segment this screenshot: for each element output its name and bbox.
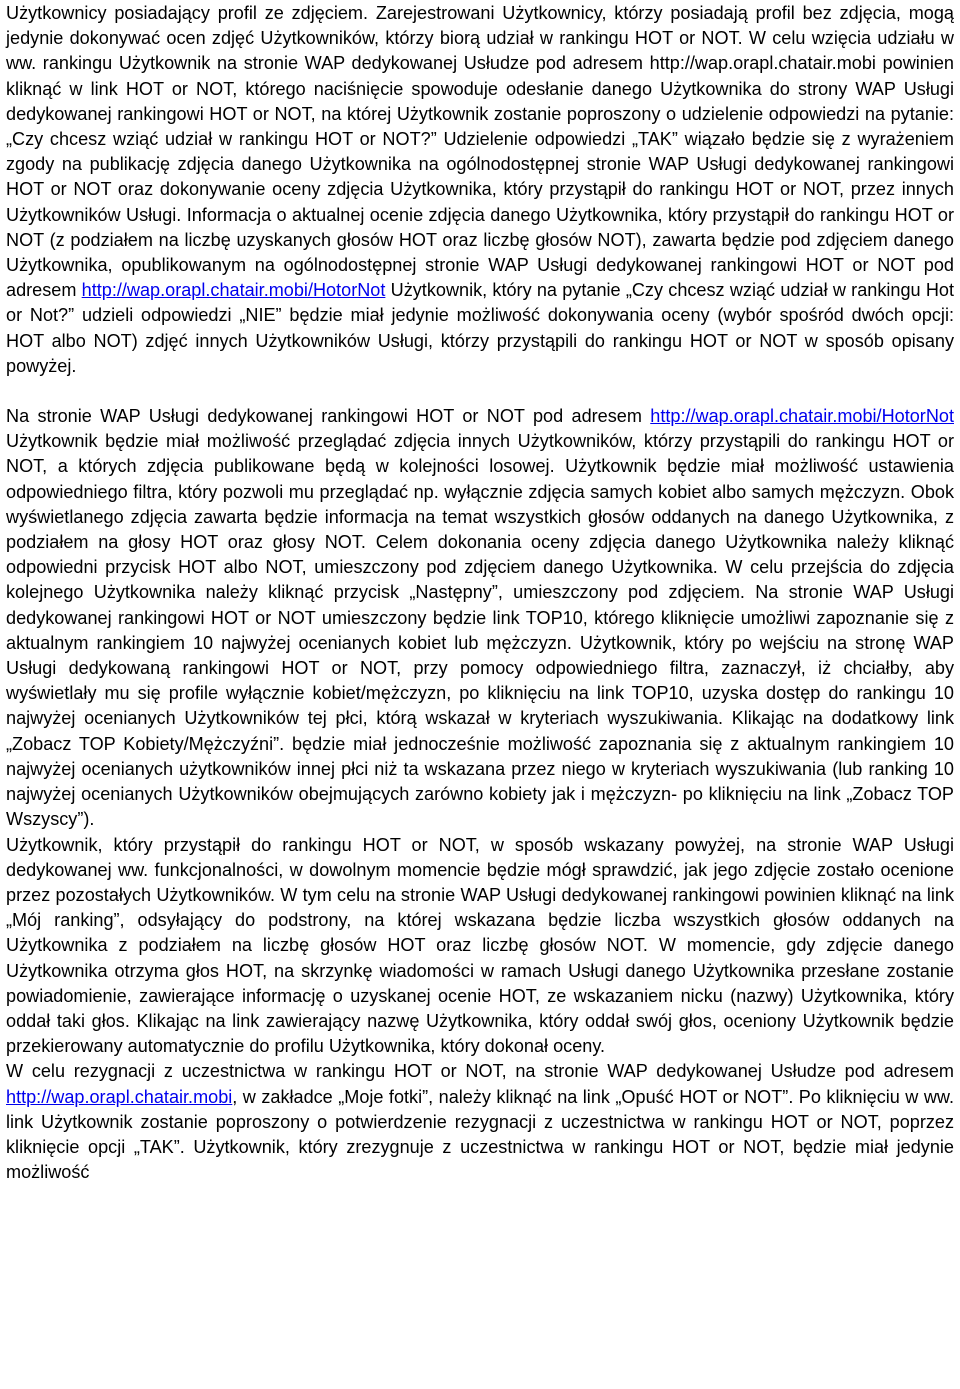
hotornot-link[interactable]: http://wap.orapl.chatair.mobi/HotorNot: [650, 406, 954, 427]
paragraph-hot-or-not-participation: [6, 1, 954, 379]
paragraph-text: Użytkownik, który na pytanie „Czy chcesz wziąć udział w rankingu Hot or Not?” udzieli odpowiedzi „NIE” będzie miał jedynie możliwość dokonywania oceny (wybór spośród dwóch opcji: HOT albo NOT) zdjęć innych Użytkowników Usługi, którzy przystąpili do rankingu HOT or NOT w sposób opisany powyżej.: [6, 280, 954, 376]
paragraph-resignation: [6, 1059, 954, 1185]
paragraph-text: Użytkownicy posiadający profil ze zdjęciem. Zarejestrowani Użytkownicy, którzy posiadają profil bez zdjęcia, mogą jedynie dokonywać ocen zdjęć Użytkowników, którzy biorą udział w rankingu HOT or NOT. W celu wzięcia udziału w ww. rankingu Użytkownik na stronie WAP dedykowanej Usłudze pod adresem http://wap.orapl.chatair.mobi powinien kliknąć w link HOT or NOT, którego naciśnięcie spowoduje odesłanie danego Użytkownika do strony WAP Usługi dedykowanej rankingowi HOT or NOT, na której Użytkownik zostanie poproszony o udzielenie odpowiedzi na pytanie: „Czy chcesz wziąć udział w rankingu HOT or NOT?” Udzielenie odpowiedzi „TAK” wiązało będzie się z wyrażeniem zgody na publikację zdjęcia danego Użytkownika na ogólnodostępnej stronie WAP Usługi dedykowanej rankingowi HOT or NOT oraz dokonywanie oceny zdjęcia Użytkownika, który przystąpił do rankingu HOT or NOT, przez innych Użytkowników Usługi. Informacja o aktualnej ocenie zdjęcia danego Użytkownika, który przystąpił do rankingu HOT or NOT (z podziałem na liczbę uzyskanych głosów HOT oraz liczbę głosów NOT), zawarta będzie pod zdjęciem danego Użytkownika, opublikowanym na ogólnodostępnej stronie WAP Usługi dedykowanej rankingowi HOT or NOT pod adresem: [6, 3, 954, 301]
paragraph-text: Użytkownik będzie miał możliwość przeglądać zdjęcia innych Użytkowników, którzy przystąpili do rankingu HOT or NOT, a których zdjęcia publikowane będą w kolejności losowej. Użytkownik będzie miał możliwość ustawienia odpowiedniego filtra, który pozwoli mu przeglądać np. wyłącznie zdjęcia samych kobiet albo samych mężczyzn. Obok wyświetlanego zdjęcia zawarta będzie informacja na temat wszystkich głosów oddanych na danego Użytkownika, z podziałem na głosy HOT oraz głosy NOT. Celem dokonania oceny zdjęcia danego Użytkownika należy kliknąć odpowiedni przycisk HOT albo NOT, umieszczony pod zdjęciem danego Użytkownika. W celu przejścia do zdjęcia kolejnego Użytkownika należy kliknąć przycisk „Następny”, umieszczony pod zdjęciem. Na stronie WAP Usługi dedykowanej rankingowi HOT or NOT umieszczony będzie link TOP10, którego kliknięcie umożliwi zapoznanie się z aktualnym rankingiem 10 najwyżej ocenianych kobiet lub mężczyzn. Użytkownik, który po wejściu na stronę WAP Usługi dedykowaną rankingowi HOT or NOT, przy pomocy odpowiedniego filtra, zaznaczył, iż chciałby, aby wyświetlały mu się profile wyłącznie kobiet/mężczyzn, po kliknięciu na link TOP10, uzyska dostęp do rankingu 10 najwyżej ocenianych Użytkowników tej płci, którą wskazał w kryteriach wyszukiwania. Klikając na dodatkowy link „Zobacz TOP Kobiety/Mężczyźni”. będzie miał jednocześnie możliwość zapoznania się z aktualnym rankingiem 10 najwyżej ocenianych użytkowników innej płci niż ta wskazana przez niego w kryteriach wyszukiwania (lub ranking 10 najwyżej ocenianych Użytkowników obejmujących zarówno kobiety jak i mężczyzn- po kliknięciu na link „Zobacz TOP Wszyscy”).: [6, 431, 954, 830]
paragraph-spacer: [6, 379, 954, 404]
paragraph-text: Użytkownik, który przystąpił do rankingu HOT or NOT, w sposób wskazany powyżej, na stronie WAP Usługi dedykowanej ww. funkcjonalności, w dowolnym momencie będzie mógł sprawdzić, jak jego zdjęcie zostało ocenione przez pozostałych Użytkowników. W tym celu na stronie WAP Usługi dedykowanej rankingowi powinien kliknąć na link „Mój ranking”, odsyłający do podstrony, na której wskazana będzie liczba wszystkich głosów oddanych na Użytkownika z podziałem na liczbę głosów HOT oraz liczbę głosów NOT. W momencie, gdy zdjęcie danego Użytkownika otrzyma głos HOT, na skrzynkę wiadomości w ramach Usługi danego Użytkownika przesłane zostanie powiadomienie, zawierające informację o uzyskanej ocenie HOT, ze wskazaniem nicku (nazwy) Użytkownika, który oddał taki głos. Klikając na link zawierający nazwę Użytkownika, który oddał swój głos, oceniony Użytkownik będzie przekierowany automatycznie do profilu Użytkownika, który dokonał oceny.: [6, 834, 954, 1057]
paragraph-text: Na stronie WAP Usługi dedykowanej rankingowi HOT or NOT pod adresem: [6, 406, 651, 427]
paragraph-text: W celu rezygnacji z uczestnictwa w rankingu HOT or NOT, na stronie WAP dedykowanej Usłudze pod adresem: [6, 1061, 954, 1082]
paragraph-browsing-and-voting: [6, 404, 954, 832]
hotornot-link[interactable]: http://wap.orapl.chatair.mobi/HotorNot: [81, 280, 386, 301]
paragraph-my-ranking: [6, 833, 954, 1060]
paragraph-text: , w zakładce „Moje fotki”, należy kliknąć na link „Opuść HOT or NOT”. Po kliknięciu w ww. link Użytkownik zostanie poproszony o potwierdzenie rezygnacji z uczestnictwa w rankingu HOT or NOT, poprzez kliknięcie opcji „TAK”. Użytkownik, który zrezygnuje z uczestnictwa w rankingu HOT or NOT, będzie miał jedynie możliwość: [6, 1086, 954, 1183]
wap-home-link[interactable]: http://wap.orapl.chatair.mobi: [6, 1086, 233, 1107]
